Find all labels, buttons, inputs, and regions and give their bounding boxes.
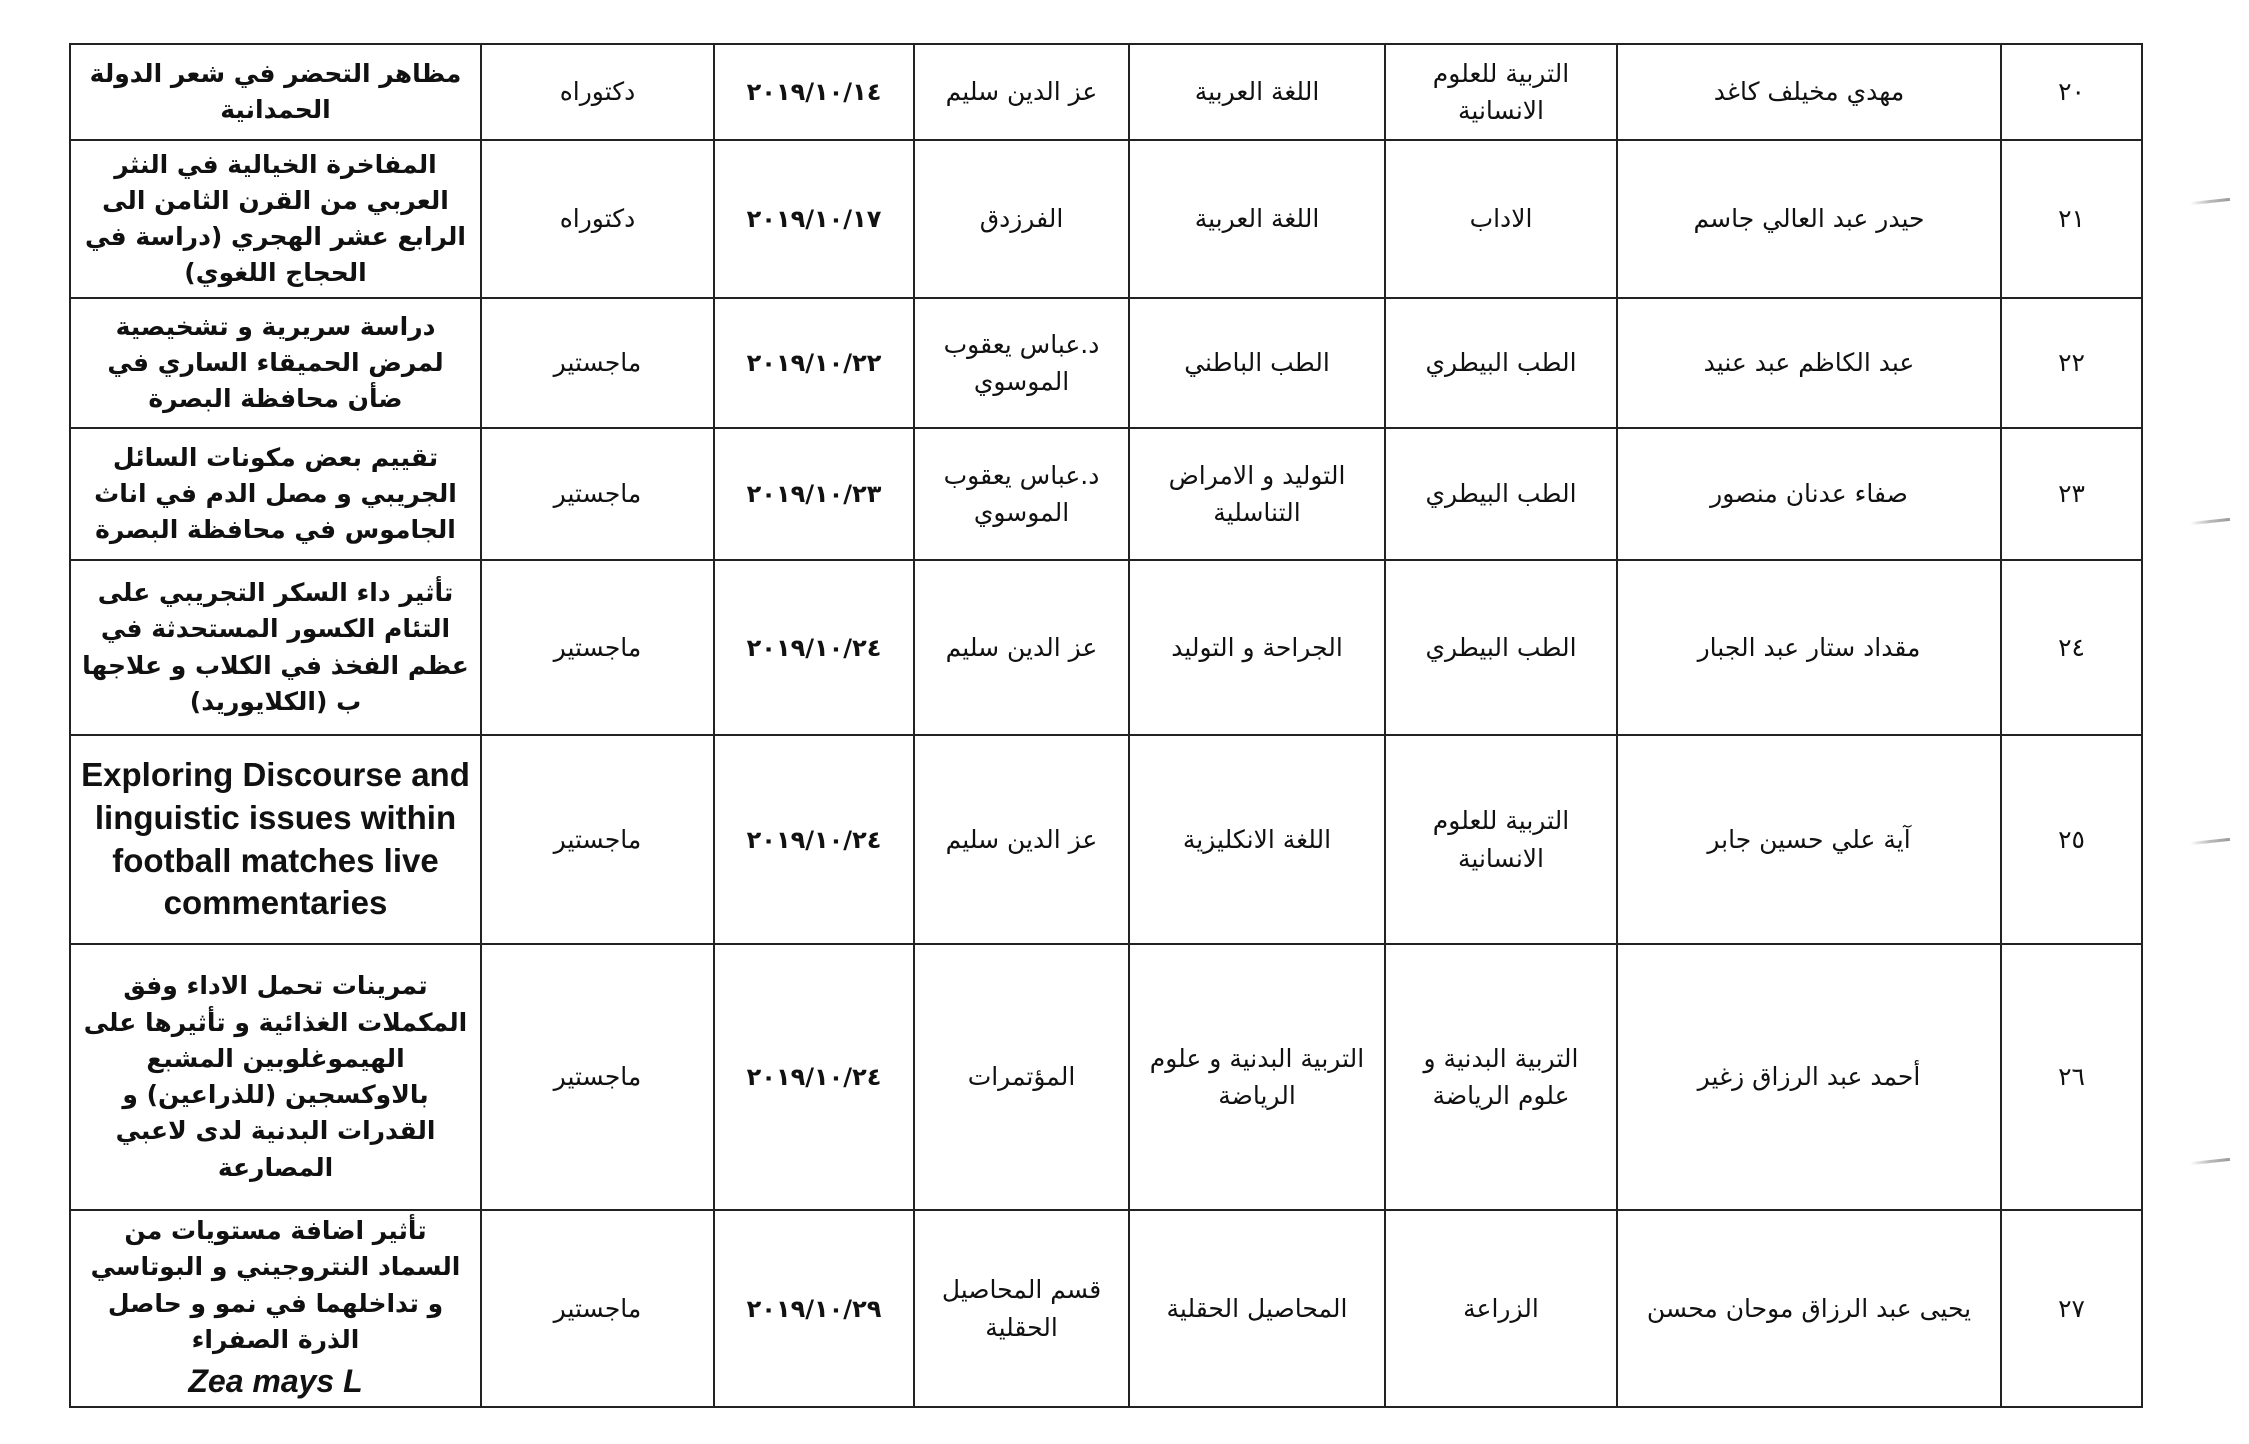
- supervisor: د.عباس يعقوب الموسوي: [943, 460, 1100, 527]
- college-cell: [1385, 1210, 1617, 1407]
- thesis-title: Exploring Discourse and linguistic issues within football matches live commentaries: [81, 755, 470, 922]
- thesis-title: تأثير اضافة مستويات من السماد النتروجيني و البوتاسي و تداخلهما في نمو و حاصل الذرة الصفراء: [90, 1216, 461, 1354]
- college: التربية البدنية و علوم الرياضة: [1423, 1043, 1579, 1110]
- date: ٢٠١٩/١٠/١٤: [746, 78, 882, 106]
- thesis-title-cell: [70, 735, 481, 944]
- student-name: صفاء عدنان منصور: [1710, 479, 1908, 509]
- date: ٢٠١٩/١٠/١٧: [746, 205, 882, 233]
- row-number: ٢٤: [2058, 632, 2085, 662]
- row-number: ٢٧: [2058, 1293, 2085, 1323]
- supervisor-cell: [914, 944, 1129, 1210]
- scan-mark: [2190, 1158, 2230, 1165]
- scan-mark: [2190, 838, 2230, 845]
- college: الاداب: [1469, 204, 1533, 234]
- degree: ماجستير: [553, 348, 642, 378]
- college: الزراعة: [1463, 1293, 1539, 1323]
- student-name: مهدي مخيلف كاغد: [1713, 77, 1905, 107]
- department-cell: [1129, 735, 1385, 944]
- department-cell: [1129, 298, 1385, 428]
- student-name: عبد الكاظم عبد عنيد: [1703, 348, 1915, 378]
- table-row: [70, 560, 2142, 735]
- date: ٢٠١٩/١٠/٢٤: [746, 1063, 882, 1091]
- supervisor: عز الدين سليم: [945, 824, 1098, 854]
- thesis-title: مظاهر التحضر في شعر الدولة الحمدانية: [89, 58, 462, 124]
- department-cell: [1129, 560, 1385, 735]
- row-number: ٢٣: [2058, 479, 2085, 509]
- department: التوليد و الامراض التناسلية: [1168, 460, 1346, 527]
- row-number: ٢٢: [2058, 348, 2085, 378]
- row-number-cell: [2001, 735, 2142, 944]
- degree-cell: [481, 944, 714, 1210]
- department: الجراحة و التوليد: [1171, 632, 1343, 662]
- degree-cell: [481, 298, 714, 428]
- row-number: ٢٠: [2058, 77, 2085, 107]
- date-cell: [714, 1210, 914, 1407]
- college: الطب البيطري: [1425, 348, 1577, 378]
- supervisor-cell: [914, 44, 1129, 140]
- thesis-title: دراسة سريرية و تشخيصية لمرض الحميقاء الساري في ضأن محافظة البصرة: [107, 311, 444, 414]
- row-number: ٢٥: [2058, 824, 2085, 854]
- date: ٢٠١٩/١٠/٢٣: [746, 480, 882, 508]
- row-number: ٢١: [2058, 204, 2085, 234]
- thesis-title: تمرينات تحمل الاداء وفق المكملات الغذائية و تأثيرها على الهيموغلوبين المشبع بالاوكسجين (للذراعين) و القدرات البدنية لدى لاعبي المصارعة: [83, 971, 468, 1182]
- date-cell: [714, 140, 914, 298]
- student-name-cell: [1617, 560, 2001, 735]
- college-cell: [1385, 560, 1617, 735]
- college-cell: [1385, 298, 1617, 428]
- department-cell: [1129, 1210, 1385, 1407]
- degree-cell: [481, 560, 714, 735]
- table-row: [70, 735, 2142, 944]
- thesis-title-latin: Zea mays L: [188, 1363, 363, 1399]
- thesis-title-cell: [70, 298, 481, 428]
- student-name: مقداد ستار عبد الجبار: [1697, 632, 1921, 662]
- student-name-cell: [1617, 1210, 2001, 1407]
- row-number-cell: [2001, 298, 2142, 428]
- college: الطب البيطري: [1425, 632, 1577, 662]
- student-name: يحيى عبد الرزاق موحان محسن: [1646, 1293, 1972, 1323]
- thesis-title-cell: [70, 944, 481, 1210]
- thesis-title: تقييم بعض مكونات السائل الجريبي و مصل الدم في اناث الجاموس في محافظة البصرة: [94, 442, 457, 545]
- supervisor-cell: [914, 735, 1129, 944]
- department: اللغة العربية: [1194, 77, 1320, 107]
- date-cell: [714, 44, 914, 140]
- row-number-cell: [2001, 944, 2142, 1210]
- supervisor: عز الدين سليم: [945, 632, 1098, 662]
- supervisor-cell: [914, 560, 1129, 735]
- department-cell: [1129, 428, 1385, 560]
- supervisor-cell: [914, 1210, 1129, 1407]
- department-cell: [1129, 44, 1385, 140]
- supervisor: المؤتمرات: [967, 1062, 1076, 1092]
- degree-cell: [481, 44, 714, 140]
- thesis-title-cell: [70, 1210, 481, 1407]
- department: اللغة الانكليزية: [1182, 824, 1332, 854]
- degree: دكتوراه: [559, 204, 636, 234]
- degree: ماجستير: [553, 479, 642, 509]
- degree: دكتوراه: [559, 77, 636, 107]
- date: ٢٠١٩/١٠/٢٢: [746, 349, 882, 377]
- date-cell: [714, 560, 914, 735]
- table-row: [70, 428, 2142, 560]
- table-row: [70, 140, 2142, 298]
- row-number-cell: [2001, 44, 2142, 140]
- student-name-cell: [1617, 44, 2001, 140]
- row-number-cell: [2001, 1210, 2142, 1407]
- department: التربية البدنية و علوم الرياضة: [1149, 1043, 1365, 1110]
- student-name-cell: [1617, 735, 2001, 944]
- date-cell: [714, 735, 914, 944]
- date: ٢٠١٩/١٠/٢٩: [746, 1294, 882, 1323]
- supervisor: عز الدين سليم: [945, 77, 1098, 107]
- supervisor: د.عباس يعقوب الموسوي: [943, 329, 1100, 396]
- supervisor: الفرزدق: [979, 204, 1064, 234]
- degree-cell: [481, 140, 714, 298]
- department-cell: [1129, 140, 1385, 298]
- thesis-title-cell: [70, 140, 481, 298]
- date-cell: [714, 428, 914, 560]
- student-name: آية علي حسين جابر: [1707, 824, 1911, 854]
- row-number: ٢٦: [2058, 1062, 2085, 1092]
- college-cell: [1385, 944, 1617, 1210]
- college-cell: [1385, 735, 1617, 944]
- thesis-title-cell: [70, 560, 481, 735]
- row-number-cell: [2001, 140, 2142, 298]
- degree: ماجستير: [553, 824, 642, 854]
- thesis-title-cell: [70, 44, 481, 140]
- department-cell: [1129, 944, 1385, 1210]
- thesis-title: تأثير داء السكر التجريبي على التئام الكسور المستحدثة في عظم الفخذ في الكلاب و علاجها ب (الكلايوريد): [82, 578, 469, 716]
- degree-cell: [481, 1210, 714, 1407]
- department: الطب الباطني: [1184, 348, 1330, 378]
- college-cell: [1385, 44, 1617, 140]
- thesis-title-cell: [70, 428, 481, 560]
- scan-mark: [2190, 518, 2230, 525]
- department: اللغة العربية: [1194, 204, 1320, 234]
- supervisor-cell: [914, 298, 1129, 428]
- supervisor-cell: [914, 140, 1129, 298]
- thesis-title: المفاخرة الخيالية في النثر العربي من القرن الثامن الى الرابع عشر الهجري (دراسة في الحجاج اللغوي): [85, 149, 466, 288]
- student-name-cell: [1617, 944, 2001, 1210]
- degree: ماجستير: [553, 632, 642, 662]
- student-name: حيدر عبد العالي جاسم: [1693, 204, 1925, 234]
- college: الطب البيطري: [1425, 479, 1577, 509]
- row-number-cell: [2001, 428, 2142, 560]
- student-name-cell: [1617, 298, 2001, 428]
- date: ٢٠١٩/١٠/٢٤: [746, 633, 882, 662]
- degree: ماجستير: [553, 1062, 642, 1092]
- thesis-table: [69, 43, 2143, 1408]
- scan-mark: [2190, 198, 2230, 205]
- college: التربية للعلوم الانسانية: [1432, 806, 1570, 873]
- student-name: أحمد عبد الرزاق زغير: [1697, 1062, 1921, 1092]
- student-name-cell: [1617, 140, 2001, 298]
- college: التربية للعلوم الانسانية: [1432, 58, 1570, 125]
- degree-cell: [481, 735, 714, 944]
- date: ٢٠١٩/١٠/٢٤: [746, 825, 882, 854]
- student-name-cell: [1617, 428, 2001, 560]
- table-row: [70, 44, 2142, 140]
- college-cell: [1385, 140, 1617, 298]
- degree: ماجستير: [553, 1293, 642, 1323]
- table-row: [70, 944, 2142, 1210]
- supervisor-cell: [914, 428, 1129, 560]
- date-cell: [714, 944, 914, 1210]
- college-cell: [1385, 428, 1617, 560]
- degree-cell: [481, 428, 714, 560]
- table-row: [70, 298, 2142, 428]
- department: المحاصيل الحقلية: [1166, 1293, 1348, 1323]
- table-row: [70, 1210, 2142, 1407]
- row-number-cell: [2001, 560, 2142, 735]
- supervisor: قسم المحاصيل الحقلية: [941, 1275, 1102, 1342]
- date-cell: [714, 298, 914, 428]
